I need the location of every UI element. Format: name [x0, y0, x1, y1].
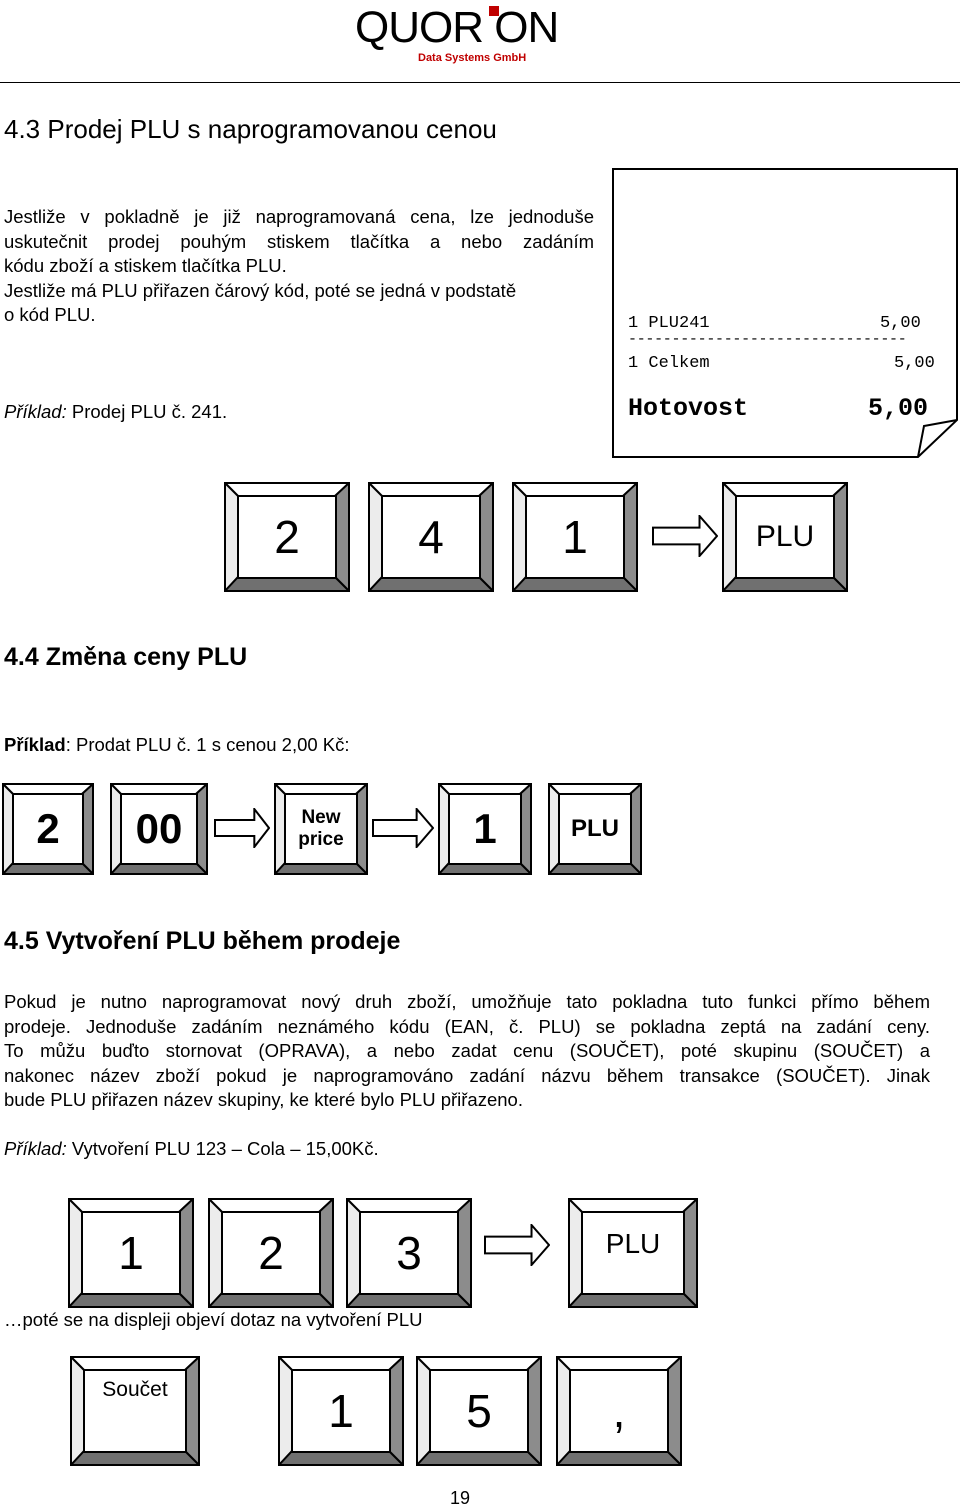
key-label: 4 — [418, 511, 444, 563]
keyboard-key — [208, 1198, 334, 1308]
page-number: 19 — [450, 1488, 471, 1508]
key-label: PLU — [755, 520, 815, 553]
key-label: Součet — [102, 1378, 168, 1401]
key-label: 00 — [135, 805, 183, 852]
section-heading-4-4: 4.4 Změna ceny PLU — [4, 643, 248, 671]
logo-wordmark: QUOR ON — [355, 3, 559, 52]
logo-tagline: Data Systems GmbH — [418, 52, 527, 64]
keyboard-key — [278, 1356, 404, 1466]
company-logo — [355, 4, 580, 66]
paragraph-line: uskutečnit prodej pouhým stiskem tlačítka a nebo zadáním — [4, 230, 594, 252]
key-label: 1 — [328, 1385, 354, 1437]
paragraph-line: bude PLU přiřazen název skupiny, ke které bylo PLU přiřazeno. — [4, 1089, 523, 1110]
key-label: New price — [298, 807, 344, 850]
receipt-total-label: Hotovost — [628, 394, 749, 423]
key-label: 2 — [36, 805, 60, 852]
key-label: 1 — [562, 511, 588, 563]
keyboard-key — [568, 1198, 698, 1308]
example-label: Příklad: — [4, 401, 67, 422]
keyboard-key — [512, 482, 638, 592]
key-label: , — [612, 1385, 626, 1437]
key-label: 3 — [396, 1227, 422, 1279]
receipt-line1-item: 1 PLU241 — [628, 314, 710, 333]
example-4-4 — [4, 733, 350, 758]
paragraph-line: Pokud je nutno naprogramovat nový druh zboží, umožňuje tato pokladna tuto funkci přímo během — [4, 991, 930, 1012]
receipt-separator: -------------------------------- — [628, 331, 907, 348]
key-label: PLU — [571, 815, 619, 842]
keyboard-key — [438, 783, 532, 875]
keyboard-key — [368, 482, 494, 592]
keyboard-key — [68, 1198, 194, 1308]
keyboard-key — [2, 783, 94, 875]
example-text: Vytvoření PLU 123 – Cola – 15,00Kč. — [66, 1138, 379, 1159]
receipt-printout — [612, 168, 958, 458]
key-label: 2 — [258, 1227, 284, 1279]
keyboard-key — [70, 1356, 200, 1466]
paragraph-line: To můžu buďto stornovat (OPRAVA), a nebo zadat cenu (SOUČET), poté skupinu (SOUČET) a — [4, 1040, 930, 1061]
paragraph-line: o kód PLU. — [4, 304, 96, 325]
example-4-3 — [4, 400, 227, 425]
right-arrow-icon — [214, 808, 270, 848]
right-arrow-icon — [652, 515, 718, 557]
right-arrow-icon — [484, 1224, 550, 1266]
paragraph-line: nakonec název zboží pokud je naprogramováno zadání názvu během transakce (SOUČET). Jinak — [4, 1064, 930, 1086]
example-text: Prodej PLU č. 241. — [66, 401, 228, 422]
section-heading-4-3: 4.3 Prodej PLU s naprogramovanou cenou — [4, 114, 497, 144]
key-label: 1 — [118, 1227, 144, 1279]
section-heading-4-5: 4.5 Vytvoření PLU během prodeje — [4, 927, 401, 955]
example-4-5 — [4, 1137, 379, 1162]
example-label: Příklad — [4, 734, 66, 755]
receipt-line1-amount: 5,00 — [880, 314, 921, 333]
keyboard-key — [224, 482, 350, 592]
key-label: 5 — [466, 1385, 492, 1437]
key-label: PLU — [605, 1228, 661, 1259]
keyboard-key — [346, 1198, 472, 1308]
keyboard-key — [110, 783, 208, 875]
keyboard-key — [722, 482, 848, 592]
paragraph-line: prodeje. Jednoduše zadáním neznámého kódu (EAN, č. PLU) se pokladna zeptá na zadání ceny. — [4, 1015, 930, 1037]
receipt-line2-item: 1 Celkem — [628, 354, 710, 373]
example-text: : Prodat PLU č. 1 s cenou 2,00 Kč: — [65, 734, 350, 755]
paragraph-line: Jestliže v pokladně je již naprogramovaná cena, lze jednoduše — [4, 206, 594, 227]
paragraph-line: kódu zboží a stiskem tlačítka PLU. — [4, 255, 287, 276]
section-4-3-paragraph — [4, 205, 594, 328]
keyboard-key — [548, 783, 642, 875]
header-rule — [0, 82, 960, 83]
key-label: 1 — [473, 805, 497, 852]
paragraph-line: Jestliže má PLU přiřazen čárový kód, poté se jedná v podstatě — [4, 279, 517, 301]
key-label: 2 — [274, 511, 300, 563]
display-prompt-note: …poté se na displeji objeví dotaz na vytvoření PLU — [4, 1309, 423, 1330]
right-arrow-icon — [372, 808, 434, 848]
keyboard-key — [416, 1356, 542, 1466]
receipt-total-amount: 5,00 — [868, 394, 929, 423]
keyboard-key — [556, 1356, 682, 1466]
section-4-5-paragraph — [4, 990, 930, 1113]
example-label: Příklad: — [4, 1138, 67, 1159]
keyboard-key — [274, 783, 368, 875]
receipt-line2-amount: 5,00 — [894, 354, 935, 373]
